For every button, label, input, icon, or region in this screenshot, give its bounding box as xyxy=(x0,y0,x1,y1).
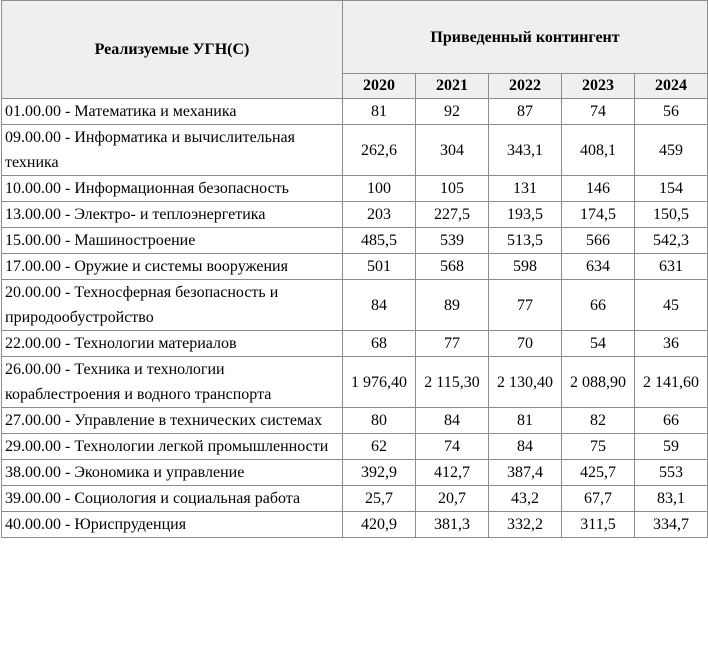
value-cell: 54 xyxy=(562,331,635,357)
table-row xyxy=(2,280,708,331)
header-year: 2020 xyxy=(343,74,416,99)
value-cell: 304 xyxy=(416,125,489,176)
table-row xyxy=(2,228,708,254)
header-row xyxy=(2,1,708,74)
table-row xyxy=(2,460,708,486)
value-cell: 2 141,60 xyxy=(635,357,708,408)
value-cell: 67,7 xyxy=(562,486,635,512)
ugn-name: 10.00.00 - Информационная безопасность xyxy=(2,176,343,202)
value-cell: 311,5 xyxy=(562,512,635,538)
value-cell: 568 xyxy=(416,254,489,280)
ugn-name: 13.00.00 - Электро- и теплоэнергетика xyxy=(2,202,343,228)
ugn-name: 17.00.00 - Оружие и системы вооружения xyxy=(2,254,343,280)
table-header xyxy=(2,1,708,99)
value-cell: 501 xyxy=(343,254,416,280)
value-cell: 80 xyxy=(343,408,416,434)
value-cell: 77 xyxy=(489,280,562,331)
table-row xyxy=(2,331,708,357)
value-cell: 2 115,30 xyxy=(416,357,489,408)
header-ugn: Реализуемые УГН(С) xyxy=(2,1,343,99)
header-year: 2022 xyxy=(489,74,562,99)
value-cell: 154 xyxy=(635,176,708,202)
value-cell: 81 xyxy=(343,99,416,125)
value-cell: 74 xyxy=(416,434,489,460)
header-contingent: Приведенный контингент xyxy=(343,1,708,74)
table-body xyxy=(2,99,708,538)
ugn-name: 15.00.00 - Машиностроение xyxy=(2,228,343,254)
value-cell: 1 976,40 xyxy=(343,357,416,408)
value-cell: 75 xyxy=(562,434,635,460)
value-cell: 83,1 xyxy=(635,486,708,512)
value-cell: 539 xyxy=(416,228,489,254)
ugn-name: 22.00.00 - Технологии материалов xyxy=(2,331,343,357)
value-cell: 81 xyxy=(489,408,562,434)
value-cell: 343,1 xyxy=(489,125,562,176)
value-cell: 66 xyxy=(635,408,708,434)
value-cell: 2 130,40 xyxy=(489,357,562,408)
value-cell: 634 xyxy=(562,254,635,280)
header-year: 2021 xyxy=(416,74,489,99)
value-cell: 131 xyxy=(489,176,562,202)
value-cell: 459 xyxy=(635,125,708,176)
table-row xyxy=(2,512,708,538)
contingent-table xyxy=(1,0,708,538)
value-cell: 420,9 xyxy=(343,512,416,538)
value-cell: 2 088,90 xyxy=(562,357,635,408)
value-cell: 20,7 xyxy=(416,486,489,512)
table-row xyxy=(2,202,708,228)
ugn-name: 09.00.00 - Информатика и вычислительная техника xyxy=(2,125,343,176)
value-cell: 43,2 xyxy=(489,486,562,512)
value-cell: 84 xyxy=(489,434,562,460)
value-cell: 174,5 xyxy=(562,202,635,228)
value-cell: 262,6 xyxy=(343,125,416,176)
value-cell: 82 xyxy=(562,408,635,434)
value-cell: 227,5 xyxy=(416,202,489,228)
value-cell: 334,7 xyxy=(635,512,708,538)
table-row xyxy=(2,176,708,202)
value-cell: 408,1 xyxy=(562,125,635,176)
value-cell: 485,5 xyxy=(343,228,416,254)
value-cell: 105 xyxy=(416,176,489,202)
table-row xyxy=(2,357,708,408)
value-cell: 631 xyxy=(635,254,708,280)
ugn-name: 40.00.00 - Юриспруденция xyxy=(2,512,343,538)
value-cell: 193,5 xyxy=(489,202,562,228)
header-year: 2024 xyxy=(635,74,708,99)
header-year: 2023 xyxy=(562,74,635,99)
value-cell: 62 xyxy=(343,434,416,460)
ugn-name: 29.00.00 - Технологии легкой промышленности xyxy=(2,434,343,460)
value-cell: 392,9 xyxy=(343,460,416,486)
value-cell: 70 xyxy=(489,331,562,357)
ugn-name: 01.00.00 - Математика и механика xyxy=(2,99,343,125)
value-cell: 68 xyxy=(343,331,416,357)
value-cell: 381,3 xyxy=(416,512,489,538)
table-row xyxy=(2,408,708,434)
value-cell: 45 xyxy=(635,280,708,331)
value-cell: 74 xyxy=(562,99,635,125)
value-cell: 598 xyxy=(489,254,562,280)
ugn-name: 26.00.00 - Техника и технологии кораблестроения и водного транспорта xyxy=(2,357,343,408)
table-row xyxy=(2,125,708,176)
value-cell: 425,7 xyxy=(562,460,635,486)
value-cell: 332,2 xyxy=(489,512,562,538)
value-cell: 77 xyxy=(416,331,489,357)
value-cell: 100 xyxy=(343,176,416,202)
table-row xyxy=(2,254,708,280)
value-cell: 59 xyxy=(635,434,708,460)
value-cell: 92 xyxy=(416,99,489,125)
value-cell: 56 xyxy=(635,99,708,125)
value-cell: 553 xyxy=(635,460,708,486)
value-cell: 87 xyxy=(489,99,562,125)
ugn-name: 27.00.00 - Управление в технических системах xyxy=(2,408,343,434)
value-cell: 513,5 xyxy=(489,228,562,254)
value-cell: 566 xyxy=(562,228,635,254)
ugn-name: 20.00.00 - Техносферная безопасность и природообустройство xyxy=(2,280,343,331)
ugn-name: 38.00.00 - Экономика и управление xyxy=(2,460,343,486)
value-cell: 25,7 xyxy=(343,486,416,512)
value-cell: 412,7 xyxy=(416,460,489,486)
value-cell: 387,4 xyxy=(489,460,562,486)
table-row xyxy=(2,486,708,512)
ugn-name: 39.00.00 - Социология и социальная работа xyxy=(2,486,343,512)
value-cell: 84 xyxy=(416,408,489,434)
value-cell: 203 xyxy=(343,202,416,228)
value-cell: 89 xyxy=(416,280,489,331)
value-cell: 542,3 xyxy=(635,228,708,254)
value-cell: 66 xyxy=(562,280,635,331)
value-cell: 146 xyxy=(562,176,635,202)
value-cell: 150,5 xyxy=(635,202,708,228)
value-cell: 36 xyxy=(635,331,708,357)
table-row xyxy=(2,434,708,460)
value-cell: 84 xyxy=(343,280,416,331)
table-row xyxy=(2,99,708,125)
